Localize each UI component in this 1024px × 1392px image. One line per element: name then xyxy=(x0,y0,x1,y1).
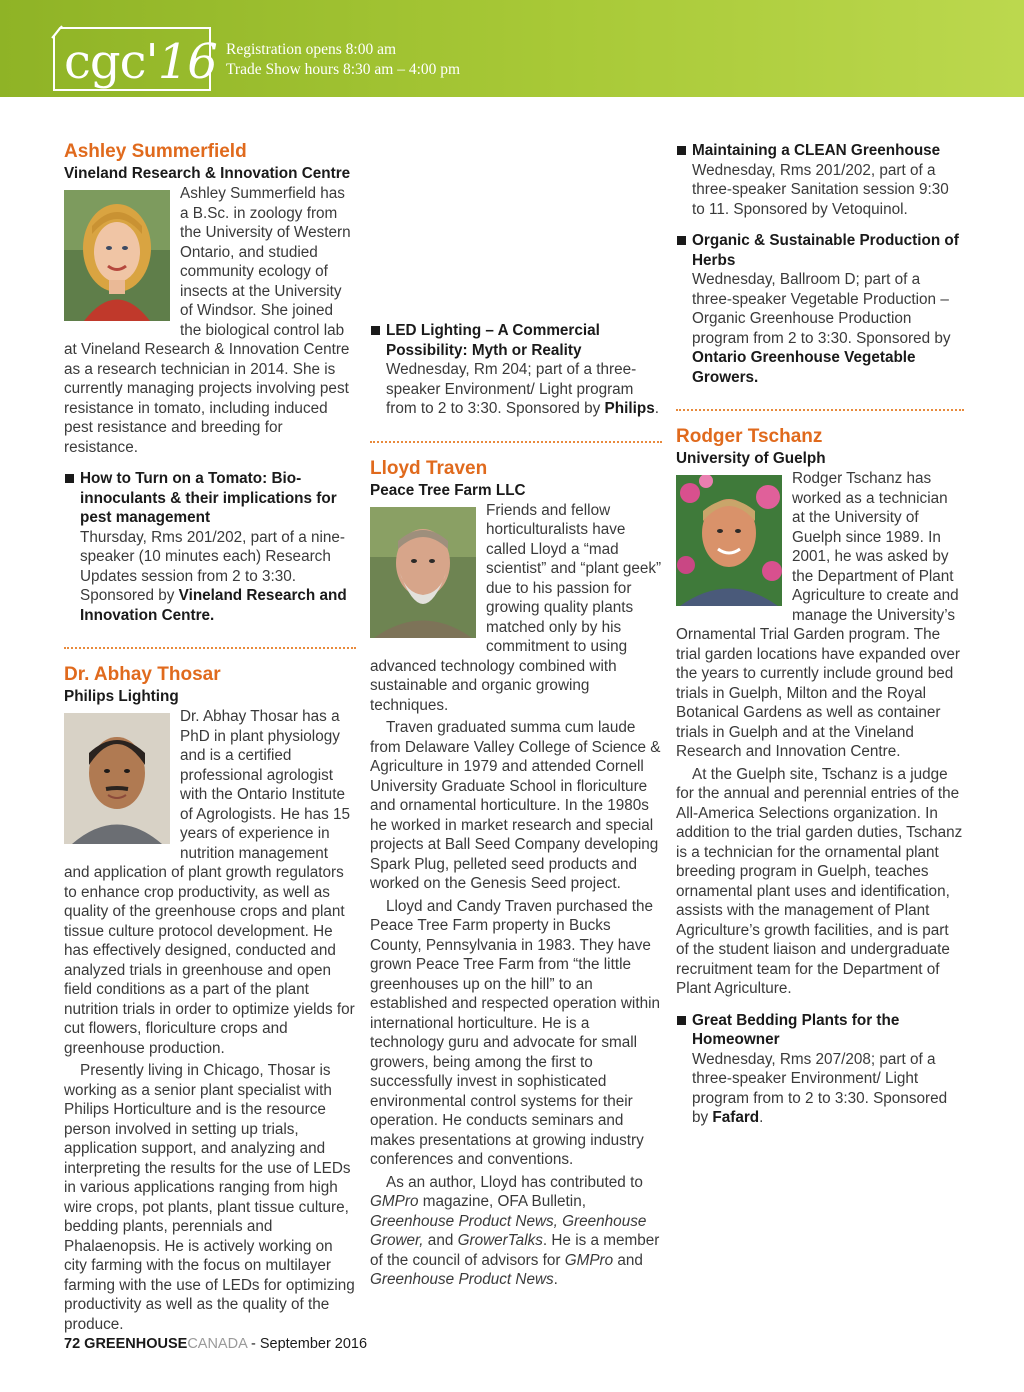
section-divider xyxy=(64,647,356,649)
session-bedding-plants xyxy=(676,1011,964,1128)
speaker-name-summerfield: Ashley Summerfield xyxy=(64,141,247,162)
session-details-bedding xyxy=(692,1050,964,1128)
session-details-clean: Wednesday, Rms 201/202, part of a three-speaker Sanitation session 9:30 to 11. Sponsored by Vetoquinol. xyxy=(692,161,949,218)
session-details-text: Thursday, Rms 201/202, part of a nine-speaker (10 minutes each) Research Updates session from 2 to 3:30. Sponsored by xyxy=(80,528,345,604)
square-bullet-icon xyxy=(677,236,686,245)
photo-summerfield xyxy=(64,190,170,321)
session-title-tomato: How to Turn on a Tomato: Bio-innoculants & their implications for pest management xyxy=(80,470,337,526)
column-3 xyxy=(676,141,964,1128)
section-divider xyxy=(676,409,964,411)
square-bullet-icon xyxy=(371,326,380,335)
logo-main: cgc xyxy=(64,34,146,90)
column-1 xyxy=(64,140,356,1334)
trade-show-line: Trade Show hours 8:30 am – 4:00 pm xyxy=(226,61,461,78)
issue-date: - September 2016 xyxy=(250,1336,368,1352)
speaker-affiliation-tschanz: University of Guelph xyxy=(676,450,826,467)
bio-thosar-1: Dr. Abhay Thosar has a PhD in plant physiology and is a certified professional agrologist with the Ontario Institute of Agrologists. He has 15 years of experience in nutrition management and application of plant growth regulators to enhance crop productivity, as well as quality of the greenhouse crops and plant tissue culture protocol development. He has effectively designed, conducted and analyzed trials in greenhouse and open field conditions as a part of the plant nutrition trials in order to optimize yields for cut flowers, floriculture crops and greenhouse production. xyxy=(64,708,355,1057)
session-end-text: . xyxy=(759,1109,764,1126)
session-sponsor-led: Philips xyxy=(604,400,655,417)
session-sponsor-tomato: Vineland Research and Innovation Centre. xyxy=(80,587,347,624)
speaker-name-thosar: Dr. Abhay Thosar xyxy=(64,664,221,685)
session-led xyxy=(370,321,662,419)
session-organic-herbs xyxy=(676,231,964,387)
bio-text: . He is a member of the council of advisors for xyxy=(370,1232,660,1269)
event-hours xyxy=(226,40,460,80)
bio-traven-2: Traven graduated summa cum laude from Delaware Valley College of Science & Agriculture in 1979 and attended Cornell University Graduate School in floriculture and ornamental horticulture. In the 1980s he worked in market research and special projects at Ball Seed Company developing Spark Plug, pelleted seed products and worked on the Genesis Seed project. xyxy=(370,719,661,892)
session-end-text: . xyxy=(654,400,659,417)
header-banner xyxy=(0,0,1024,97)
bio-traven-3: Lloyd and Candy Traven purchased the Peace Tree Farm property in Bucks County, Pennsylvania in 1983. They have grown Peace Tree Farm from “the little greenhouses up on the hill” to an established and respected operation within international horticulture. He is a technology guru and advocate for small growers, being among the first to successfully invest in sophisticated environmental control systems for their operation. He conducts seminars and makes presentations at growing industry conferences and conventions. xyxy=(370,897,660,1168)
speaker-affiliation-summerfield: Vineland Research & Innovation Centre xyxy=(64,165,351,182)
session-tomato xyxy=(64,469,356,625)
speaker-name-tschanz: Rodger Tschanz xyxy=(676,426,823,447)
bio-text: and xyxy=(423,1232,458,1249)
session-details-herbs xyxy=(692,270,964,387)
session-title-clean: Maintaining a CLEAN Greenhouse xyxy=(692,142,941,159)
logo-year: '16 xyxy=(145,34,217,90)
session-details-led xyxy=(386,360,662,419)
photo-traven xyxy=(370,507,476,638)
publication-title: Greenhouse Product News, Greenhouse Grower, xyxy=(370,1212,647,1249)
session-sponsor-herbs: Ontario Greenhouse Vegetable Growers. xyxy=(692,349,916,386)
session-clean-greenhouse xyxy=(676,141,964,219)
photo-thosar xyxy=(64,713,170,844)
square-bullet-icon xyxy=(677,1016,686,1025)
speaker-affiliation-thosar: Philips Lighting xyxy=(64,688,179,705)
bio-tschanz-1: Rodger Tschanz has worked as a technician at the University of Guelph since 1989. In 2001, he was asked by the Department of Plant Agriculture to create and manage the University’s Ornamental Trial Garden program. The trial garden locations have expanded over the years to currently include ground bed trials in Guelph, Milton and the Royal Botanical Gardens as well as container trials in Guelph and at the Vineland Research and Innovation Centre. xyxy=(676,470,961,760)
bio-tschanz-2: At the Guelph site, Tschanz is a judge for the annual and perennial entries of the All-America Selections organization. In addition to the trial garden duties, Tschanz is a technician for the ornamental plant breeding program in Guelph, teaches ornamental plant uses and identification, assists with the management of Plant Agriculture’s growth facilities, and is part of the student liaison and undergraduate recruitment team for the Department of Plant Agriculture. xyxy=(676,765,963,997)
bio-text: As an author, Lloyd has contributed to xyxy=(386,1173,643,1191)
bio-traven-4 xyxy=(370,1173,662,1290)
session-details-text: Wednesday, Rms 207/208; part of a three-speaker Environment/ Light program from to 2 to 3:30. Sponsored by xyxy=(692,1050,948,1126)
session-title-herbs: Organic & Sustainable Production of Herbs xyxy=(692,232,959,269)
bio-summerfield: Ashley Summerfield has a B.Sc. in zoology from the University of Western Ontario, and studied community ecology of insects at the University of Windsor. She joined the biological control lab at Vineland Research & Innovation Centre as a research technician in 2014. She is currently managing projects involving pest resistance in tomato, including induced pest resistance and breeding for resistance. xyxy=(64,185,351,456)
cgc16-logo xyxy=(50,22,217,92)
bio-thosar-2: Presently living in Chicago, Thosar is working as a senior plant specialist with Philips Horticulture and is the resource person involved in setting up trials, application support, and analyzing and interpreting the results for the use of LEDs in various applications ranging from high wire crops, pot plants, plant tissue culture, bedding plants, perennials and Phalaenopsis. He is actively working on city farming with the focus on multilayer farming with the use of LEDs for optimizing productivity as well as the quality of the produce. xyxy=(64,1062,355,1333)
page-number: 72 xyxy=(64,1336,81,1352)
square-bullet-icon xyxy=(65,474,74,483)
session-title-led: LED Lighting – A Commercial Possibility: Myth or Reality xyxy=(386,322,600,359)
square-bullet-icon xyxy=(677,146,686,155)
registration-line: Registration opens 8:00 am xyxy=(226,41,397,58)
session-details-tomato xyxy=(80,528,356,626)
session-details-text: Wednesday, Rm 204; part of a three-speaker Environment/ Light program from to 2 to 3:30. Sponsored by xyxy=(386,361,637,417)
publication-name: GREENHOUSE xyxy=(84,1336,188,1352)
section-divider xyxy=(370,441,662,443)
session-sponsor-bedding: Fafard xyxy=(712,1109,760,1126)
bio-text: . xyxy=(553,1271,558,1288)
speaker-name-traven: Lloyd Traven xyxy=(370,457,488,479)
bio-text: magazine, OFA Bulletin, xyxy=(418,1193,586,1210)
publication-title: GMPro xyxy=(564,1251,614,1269)
session-title-bedding: Great Bedding Plants for the Homeowner xyxy=(692,1011,900,1048)
bio-text: and xyxy=(613,1251,643,1269)
photo-tschanz xyxy=(676,475,782,606)
publication-title: Greenhouse Product News xyxy=(370,1271,554,1288)
speaker-affiliation-traven: Peace Tree Farm LLC xyxy=(370,481,526,499)
page-footer xyxy=(64,1336,367,1352)
column-2 xyxy=(370,143,662,1290)
bio-traven-1: Friends and fellow horticulturalists have called Lloyd a “mad scientist” and “plant geek” due to his passion for growing quality plants matched only by his commitment to using advanced technology combined with sustainable and organic growing techniques. xyxy=(370,501,662,714)
session-details-text: Wednesday, Ballroom D; part of a three-speaker Vegetable Production – Organic Greenhouse Production program from 2 to 3:30. Sponsored by xyxy=(692,271,951,347)
publication-title: GMPro xyxy=(370,1193,419,1210)
publication-title: GrowerTalks xyxy=(457,1232,543,1249)
publication-name-canada: CANADA xyxy=(187,1336,247,1352)
